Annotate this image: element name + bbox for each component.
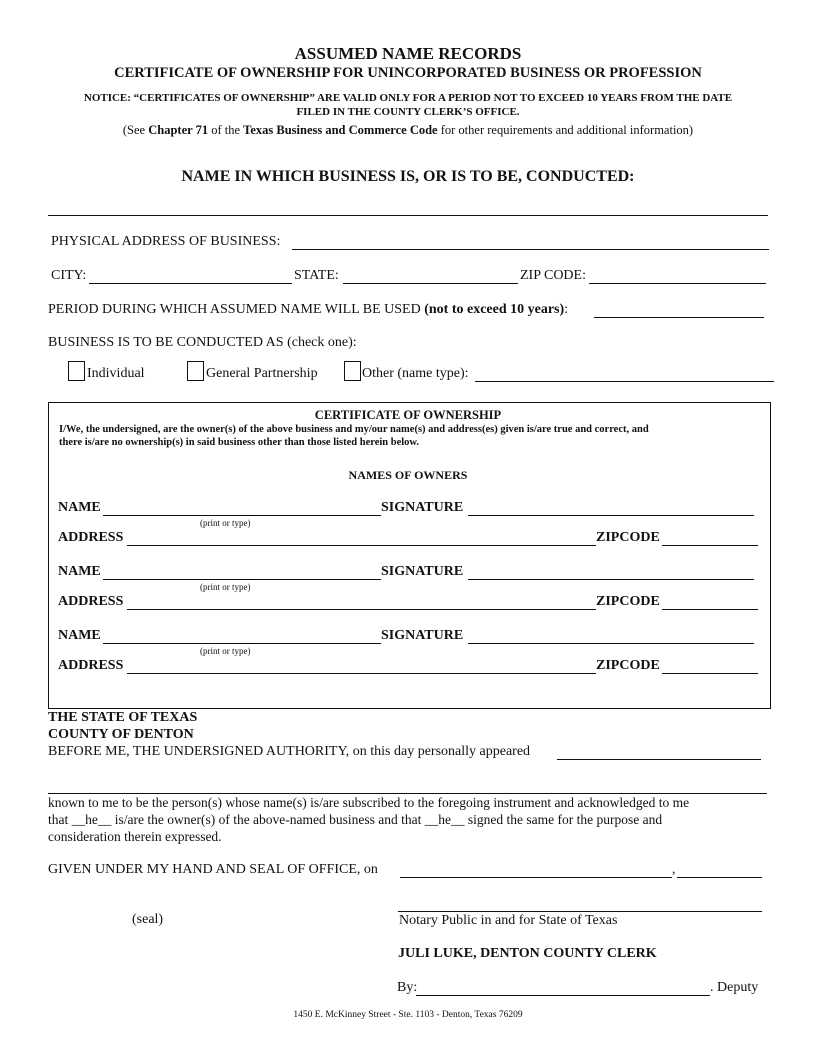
state-field[interactable] (343, 265, 518, 284)
physical-address-label: PHYSICAL ADDRESS OF BUSINESS: (51, 234, 281, 249)
city-field[interactable] (89, 265, 292, 284)
owner-2-zipcode-input[interactable] (662, 591, 758, 609)
known-to-me-line-3: consideration therein expressed. (48, 829, 222, 844)
owner-1-name-input[interactable] (103, 497, 381, 515)
owner-3-address-label: ADDRESS (58, 658, 124, 673)
given-date-comma: , (672, 862, 676, 877)
owner-3-zipcode-label: ZIPCODE (596, 658, 660, 673)
owner-1-address-field[interactable] (127, 527, 596, 546)
general-partnership-label: General Partnership (206, 366, 318, 381)
by-label: By: (397, 980, 418, 995)
city-input[interactable] (89, 265, 292, 283)
owner-3-name-label: NAME (58, 628, 101, 643)
period-note: (not to exceed 10 years) (424, 302, 565, 317)
given-date-input[interactable] (400, 859, 672, 877)
deputy-label: . Deputy (710, 980, 759, 995)
owner-1-zipcode-input[interactable] (662, 527, 758, 545)
conducted-as-label: BUSINESS IS TO BE CONDUCTED AS (check one): (48, 335, 357, 350)
other-type-field[interactable] (475, 363, 774, 382)
state-label: STATE: (294, 268, 339, 283)
city-label: CITY: (51, 268, 87, 283)
seal-label: (seal) (132, 912, 164, 927)
owner-3-signature-field[interactable] (468, 625, 754, 644)
certificate-title: CERTIFICATE OF OWNERSHIP (314, 408, 502, 422)
notice-line-2: FILED IN THE COUNTY CLERK’S OFFICE. (296, 106, 520, 118)
other-label: Other (name type): (362, 366, 469, 381)
before-me-text: BEFORE ME, THE UNDERSIGNED AUTHORITY, on this day personally appeared (48, 744, 531, 759)
owner-1-address-label: ADDRESS (58, 530, 124, 545)
owner-3-name-field[interactable] (103, 625, 381, 644)
appeared-name-continued-field[interactable] (48, 775, 767, 794)
owner-3-name-input[interactable] (103, 625, 381, 643)
document-subtitle: CERTIFICATE OF OWNERSHIP FOR UNINCORPORATED BUSINESS OR PROFESSION (114, 65, 702, 81)
owner-1-signature-label: SIGNATURE (381, 500, 464, 515)
general-partnership-checkbox[interactable] (187, 361, 204, 381)
period-input[interactable] (594, 299, 764, 317)
given-date-field[interactable] (400, 859, 672, 878)
owner-3-print-hint: (print or type) (200, 646, 251, 656)
owner-2-name-label: NAME (58, 564, 101, 579)
appeared-name-field[interactable] (557, 741, 761, 760)
other-type-input[interactable] (475, 363, 774, 381)
owner-3-zipcode-field[interactable] (662, 655, 758, 674)
owner-1-name-field[interactable] (103, 497, 381, 516)
individual-checkbox[interactable] (68, 361, 85, 381)
owner-3-signature-label: SIGNATURE (381, 628, 464, 643)
owner-2-name-field[interactable] (103, 561, 381, 580)
owner-3-address-input[interactable] (127, 655, 596, 673)
owner-3-zipcode-input[interactable] (662, 655, 758, 673)
individual-label: Individual (87, 366, 145, 381)
deputy-signature-field[interactable] (416, 977, 710, 996)
notice-line-1: NOTICE: “CERTIFICATES OF OWNERSHIP” ARE VALID ONLY FOR A PERIOD NOT TO EXCEED 10 YEARS FROM THE DATE (83, 92, 733, 104)
owners-heading: NAMES OF OWNERS (348, 468, 468, 482)
physical-address-input[interactable] (292, 231, 769, 249)
certificate-statement-2: there is/are no ownership(s) in said business other than those listed herein below. (59, 437, 420, 448)
notary-label: Notary Public in and for State of Texas (399, 913, 618, 928)
given-under-hand-label: GIVEN UNDER MY HAND AND SEAL OF OFFICE, on (48, 862, 378, 877)
footer-address: 1450 E. McKinney Street - Ste. 1103 - Denton, Texas 76209 (293, 1010, 523, 1020)
appeared-name-input[interactable] (557, 741, 761, 759)
period-label: PERIOD DURING WHICH ASSUMED NAME WILL BE USED (not to exceed 10 years): (48, 302, 569, 317)
business-name-field[interactable] (48, 197, 768, 216)
owner-2-signature-field[interactable] (468, 561, 754, 580)
owner-2-address-input[interactable] (127, 591, 596, 609)
owner-3-address-field[interactable] (127, 655, 596, 674)
zip-label: ZIP CODE: (520, 268, 586, 283)
certificate-statement-1: I/We, the undersigned, are the owner(s) of the above business and my/our name(s) and address(es) given is/are true and correct, and (59, 424, 649, 435)
code-reference: (See Chapter 71 of the Texas Business and Commerce Code for other requirements and additional information) (122, 123, 694, 137)
appeared-name-continued-input[interactable] (48, 775, 767, 793)
other-checkbox[interactable] (344, 361, 361, 381)
notary-signature-line[interactable] (398, 911, 762, 912)
physical-address-field[interactable] (292, 231, 769, 250)
document-title: ASSUMED NAME RECORDS (294, 44, 522, 63)
owner-1-name-label: NAME (58, 500, 101, 515)
state-input[interactable] (343, 265, 518, 283)
owner-2-address-field[interactable] (127, 591, 596, 610)
county-clerk-name: JULI LUKE, DENTON COUNTY CLERK (398, 946, 657, 961)
owner-2-signature-label: SIGNATURE (381, 564, 464, 579)
business-name-input[interactable] (48, 197, 768, 215)
owner-2-print-hint: (print or type) (200, 582, 251, 592)
business-name-heading: NAME IN WHICH BUSINESS IS, OR IS TO BE, CONDUCTED: (181, 168, 635, 185)
known-to-me-line-2: that __he__ is/are the owner(s) of the above-named business and that __he__ signed the same for the purpose and (48, 812, 663, 827)
owner-2-address-label: ADDRESS (58, 594, 124, 609)
owner-1-zipcode-label: ZIPCODE (596, 530, 660, 545)
county-of-denton: COUNTY OF DENTON (48, 727, 194, 742)
period-field[interactable] (594, 299, 764, 318)
chapter-ref: Chapter 71 (148, 123, 209, 137)
owner-1-print-hint: (print or type) (200, 518, 251, 528)
given-year-input[interactable] (677, 859, 762, 877)
known-to-me-line-1: known to me to be the person(s) whose name(s) is/are subscribed to the foregoing instrument and acknowledged to me (48, 795, 690, 810)
owner-1-address-input[interactable] (127, 527, 596, 545)
owner-2-zipcode-label: ZIPCODE (596, 594, 660, 609)
zip-input[interactable] (589, 265, 766, 283)
given-year-field[interactable] (677, 859, 762, 878)
owner-1-signature-field[interactable] (468, 497, 754, 516)
state-of-texas: THE STATE OF TEXAS (48, 710, 198, 725)
zip-field[interactable] (589, 265, 766, 284)
owner-2-zipcode-field[interactable] (662, 591, 758, 610)
owner-1-zipcode-field[interactable] (662, 527, 758, 546)
owner-2-name-input[interactable] (103, 561, 381, 579)
code-name: Texas Business and Commerce Code (243, 123, 438, 137)
